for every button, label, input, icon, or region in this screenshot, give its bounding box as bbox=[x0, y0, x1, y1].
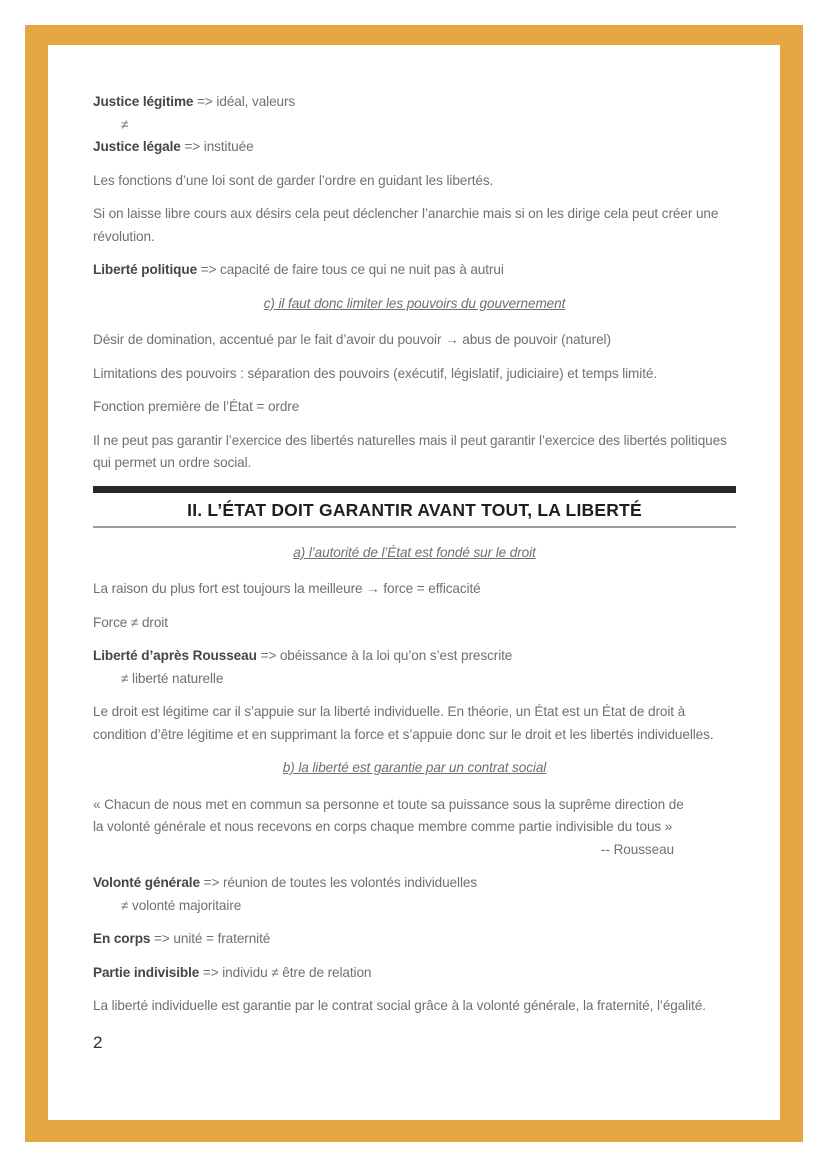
term-partie-indivisible: Partie indivisible bbox=[93, 964, 200, 980]
definition-volonte-generale bbox=[93, 872, 736, 895]
definition-liberte-rousseau-text: => obéissance à la loi qu’on s’est prescrite bbox=[256, 648, 513, 663]
definition-volonte-generale-group bbox=[93, 872, 736, 917]
section-title: II. L’ÉTAT DOIT GARANTIR AVANT TOUT, LA LIBERTÉ bbox=[187, 499, 642, 520]
rousseau-quote: « Chacun de nous met en commun sa personne et toute sa puissance sous la suprême direction de la volonté générale et nous recevons en corps chaque membre comme partie indivisible du tous » bbox=[93, 796, 684, 834]
rousseau-quote-block bbox=[93, 794, 736, 862]
definition-justice-legale bbox=[93, 136, 736, 159]
definition-justice-legitime bbox=[93, 91, 736, 114]
definition-partie-indivisible-text: => individu ≠ être de relation bbox=[199, 964, 372, 980]
definition-partie-indivisible bbox=[93, 962, 736, 985]
term-liberte-rousseau: Liberté d’après Rousseau bbox=[93, 648, 257, 663]
notes-page bbox=[48, 45, 780, 1120]
definition-liberte-politique bbox=[93, 259, 736, 282]
subheading-a-autorite-etat: a) l’autorité de l’État est fondé sur le droit bbox=[293, 544, 536, 560]
paragraph-desir-domination: Désir de domination, accentué par le fait d’avoir du pouvoir → abus de pouvoir (naturel) bbox=[93, 332, 611, 347]
not-equal-line: ≠ bbox=[121, 116, 129, 132]
term-justice-legitime: Justice légitime bbox=[93, 94, 194, 109]
paragraph-force-droit: Force ≠ droit bbox=[93, 614, 168, 630]
page-border-frame bbox=[25, 25, 803, 1142]
paragraph-anarchie-revolution: Si on laisse libre cours aux désirs cela peut déclencher l’anarchie mais si on les dirige cela peut créer une révolution. bbox=[93, 206, 719, 244]
subheading-b-contrat-social: b) la liberté est garantie par un contrat social bbox=[282, 760, 547, 775]
definition-en-corps-text: => unité = fraternité bbox=[150, 931, 271, 946]
definition-volonte-generale-text: => réunion de toutes les volontés individuelles bbox=[199, 875, 478, 890]
definition-liberte-politique-text: => capacité de faire tous ce qui ne nuit pas à autrui bbox=[197, 262, 504, 277]
definition-en-corps bbox=[93, 928, 736, 951]
paragraph-raison-plus-fort: La raison du plus fort est toujours la meilleure → force = efficacité bbox=[93, 581, 481, 596]
definition-liberte-rousseau bbox=[93, 645, 736, 668]
term-justice-legale: Justice légale bbox=[93, 139, 181, 154]
paragraph-garantir-libertes: Il ne peut pas garantir l’exercice des libertés naturelles mais il peut garantir l’exercice des libertés politiques qui permet un ordre social. bbox=[93, 432, 727, 470]
section-title-bottom-rule bbox=[93, 526, 736, 528]
definition-justice-legale-text: => instituée bbox=[180, 139, 254, 154]
paragraph-conclusion: La liberté individuelle est garantie par le contrat social grâce à la volonté générale, la fraternité, l’égalité. bbox=[93, 998, 706, 1013]
paragraph-fonctions-loi: Les fonctions d’une loi sont de garder l’ordre en guidant les libertés. bbox=[93, 172, 494, 188]
paragraph-fonction-premiere: Fonction première de l’État = ordre bbox=[93, 399, 300, 414]
page-number: 2 bbox=[93, 1032, 103, 1052]
paragraph-droit-legitime: Le droit est légitime car il s’appuie sur la liberté individuelle. En théorie, un État est un État de droit à condition d’être légitime et en supprimant la force et s’appuie donc sur le droit et les libertés individuelles. bbox=[93, 704, 714, 742]
paragraph-limitations-pouvoirs: Limitations des pouvoirs : séparation des pouvoirs (exécutif, législatif, judiciaire) et temps limité. bbox=[93, 365, 658, 381]
section-title-top-bar bbox=[93, 486, 736, 493]
section-title-block bbox=[93, 486, 736, 528]
definition-justice-legitime-text: => idéal, valeurs bbox=[193, 94, 296, 109]
definition-pair-justice bbox=[93, 91, 736, 159]
liberte-rousseau-subline: ≠ liberté naturelle bbox=[121, 670, 224, 686]
definition-liberte-rousseau-group bbox=[93, 645, 736, 690]
subheading-c-limiter-pouvoirs: c) il faut donc limiter les pouvoirs du gouvernement bbox=[263, 295, 566, 311]
quote-attribution: -- Rousseau bbox=[601, 841, 674, 857]
term-liberte-politique: Liberté politique bbox=[93, 262, 198, 277]
term-en-corps: En corps bbox=[93, 931, 151, 946]
volonte-generale-subline: ≠ volonté majoritaire bbox=[121, 897, 242, 913]
term-volonte-generale: Volonté générale bbox=[93, 875, 200, 890]
